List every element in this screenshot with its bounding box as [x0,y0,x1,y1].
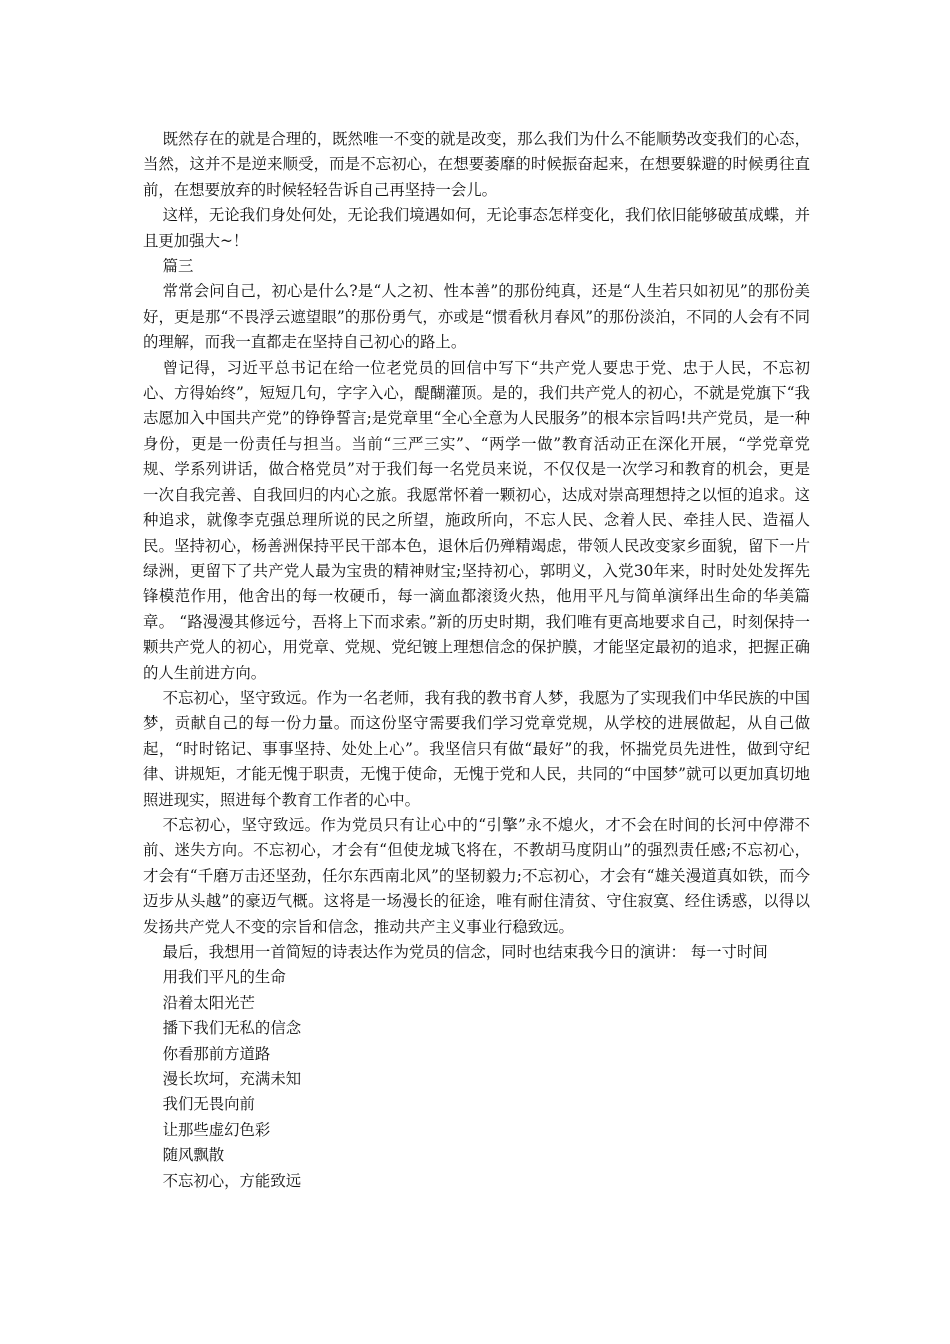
poem-line: 用我们平凡的生命 [162,968,286,987]
poem-line: 不忘初心，方能致远 [162,1171,302,1190]
paragraph-1: 既然存在的就是合理的，既然唯一不变的就是改变，那么我们为什么不能顺势改变我们的心态，当然，这并不是逆来顺受，而是不忘初心，在想要萎靡的时候振奋起来，在想要躲避的时候勇往直前，在想要放弃的时候轻轻告诉自己再坚持一会儿。 [143,130,810,199]
poem-line: 让那些虚幻色彩 [162,1120,271,1139]
poem-line: 我们无畏向前 [162,1095,255,1114]
poem-line: 你看那前方道路 [162,1044,271,1063]
paragraph-5: 不忘初心，坚守致远。作为一名老师，我有我的教书育人梦，我愿为了实现我们中华民族的中国梦，贡献自己的每一份力量。而这份坚守需要我们学习党章党规，从学校的进展做起，从自己做起，“时时铭记、事事坚持、处处上心”。我坚信只有做“最好”的我，怀揣党员先进性，做到守纪律、讲规矩，才能无愧于职责，无愧于使命，无愧于党和人民，共同的“中国梦”就可以更加真切地照进现实，照进每个教育工作者的心中。 [143,688,810,809]
poem-line: 随风飘散 [162,1146,225,1165]
poem-line: 漫长坎坷，充满未知 [162,1070,302,1089]
document-body [143,127,810,1194]
paragraph-2: 这样，无论我们身处何处，无论我们境遇如何，无论事态怎样变化，我们依旧能够破茧成蝶，并且更加强大~！ [143,206,810,250]
paragraph-7: 最后，我想用一首简短的诗表达作为党员的信念，同时也结束我今日的演讲： 每一寸时间 [162,943,768,961]
poem-line: 播下我们无私的信念 [162,1019,302,1038]
paragraph-6: 不忘初心，坚守致远。作为党员只有让心中的“引擎”永不熄火，才不会在时间的长河中停滞不前、迷失方向。不忘初心，才会有“但使龙城飞将在，不教胡马度阴山”的强烈责任感;不忘初心，才会有“千磨万击还坚劲，任尔东西南北风”的坚韧毅力;不忘初心，才会有“雄关漫道真如铁，而今迈步从头越”的豪迈气概。这将是一场漫长的征途，唯有耐住清贫、守住寂寞、经住诱惑，以得以发扬共产党人不变的宗旨和信念，推动共产主义事业行稳致远。 [143,815,810,936]
paragraph-4: 曾记得，习近平总书记在给一位老党员的回信中写下“共产党人要忠于党、忠于人民，不忘初心、方得始终”，短短几句，字字入心，醍醐灌顶。是的，我们共产党人的初心，不就是党旗下“我志愿加入中国共产党”的铮铮誓言;是党章里“全心全意为人民服务”的根本宗旨吗!共产党员，是一种身份，更是一份责任与担当。当前“三严三实”、“两学一做”教育活动正在深化开展，“学党章党规、学系列讲话，做合格党员”对于我们每一名党员来说，不仅仅是一次学习和教育的机会，更是一次自我完善、自我回归的内心之旅。我愿常怀着一颗初心，达成对崇高理想持之以恒的追求。这种追求，就像李克强总理所说的民之所望，施政所向，不忘人民、念着人民、牵挂人民、造福人民。坚持初心，杨善洲保持平民干部本色，退休后仍殚精竭虑，带领人民改变家乡面貌，留下一片绿洲，更留下了共产党人最为宝贵的精神财宝;坚持初心，郭明义，入党30年来，时时处处发挥先锋模范作用，他舍出的每一枚硬币，每一滴血都滚烫火热，他用平凡与简单演绎出生命的华美篇章。 “路漫漫其修远兮，吾将上下而求索。”新的历史时期，我们唯有更高地要求自己，时刻保持一颗共产党人的初心，用党章、党规、党纪镀上理想信念的保护膜，才能坚定最初的追求，把握正确的人生前进方向。 [143,358,810,682]
poem-line: 沿着太阳光芒 [162,993,255,1012]
section-heading: 篇三 [162,257,194,276]
paragraph-3: 常常会问自己，初心是什么?是“人之初、性本善”的那份纯真，还是“人生若只如初见”的那份美好，更是那“不畏浮云遮望眼”的那份勇气，亦或是“惯看秋月春风”的那份淡泊，不同的人会有不同的理解，而我一直都走在坚持自己初心的路上。 [143,282,810,352]
poem [143,965,810,1194]
